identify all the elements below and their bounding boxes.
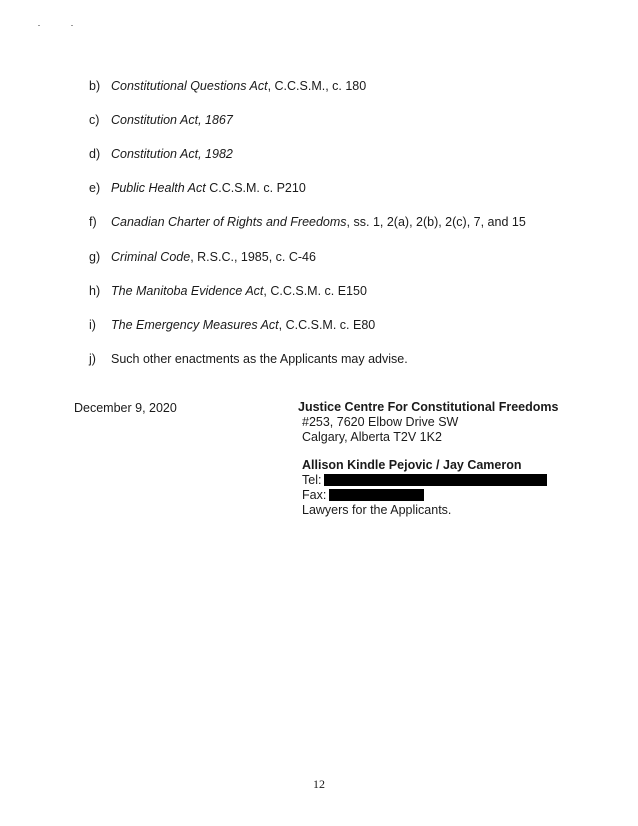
- act-title: The Emergency Measures Act: [111, 318, 279, 332]
- act-citation: , R.S.C., 1985, c. C-46: [190, 250, 316, 264]
- act-citation: , C.C.S.M. c. E150: [263, 284, 367, 298]
- redaction-bar: [329, 489, 424, 501]
- lawyers-block: [302, 458, 547, 518]
- list-letter: g): [89, 250, 101, 264]
- act-title: Canadian Charter of Rights and Freedoms: [111, 215, 347, 229]
- firm-address-line2: Calgary, Alberta T2V 1K2: [302, 430, 442, 444]
- list-letter: c): [89, 113, 100, 127]
- act-citation: , 1982: [198, 147, 233, 161]
- filing-date: December 9, 2020: [74, 401, 177, 415]
- scan-speck: [71, 25, 73, 26]
- list-letter: d): [89, 147, 101, 161]
- fax-line: [302, 488, 547, 503]
- lawyer-names: Allison Kindle Pejovic / Jay Cameron: [302, 458, 522, 472]
- act-title: The Manitoba Evidence Act: [111, 284, 264, 298]
- firm-block: [298, 400, 558, 445]
- firm-address-line1: #253, 7620 Elbow Drive SW: [302, 415, 459, 429]
- act-title: Constitution Act, 1867: [111, 113, 233, 127]
- act-title: Criminal Code: [111, 250, 191, 264]
- tel-label: Tel:: [302, 473, 322, 487]
- list-letter: b): [89, 79, 101, 93]
- act-citation: , C.C.S.M. c. E80: [278, 318, 376, 332]
- firm-name: Justice Centre For Constitutional Freedoms: [298, 400, 559, 414]
- act-citation: C.C.S.M. c. P210: [205, 181, 306, 195]
- list-letter: i): [89, 318, 96, 332]
- redaction-bar: [324, 474, 547, 486]
- list-letter: f): [89, 215, 97, 229]
- list-letter: h): [89, 284, 101, 298]
- act-citation: , C.C.S.M., c. 180: [267, 79, 367, 93]
- act-title: Constitution Act: [111, 147, 199, 161]
- fax-label: Fax:: [302, 488, 327, 502]
- act-title: Public Health Act: [111, 181, 206, 195]
- scan-speck: [38, 25, 40, 26]
- list-letter: j): [89, 352, 96, 366]
- act-title: Constitutional Questions Act: [111, 79, 268, 93]
- list-letter: e): [89, 181, 101, 195]
- act-citation: Such other enactments as the Applicants may advise.: [111, 352, 408, 366]
- tel-line: [302, 473, 547, 488]
- page-number: 12: [313, 777, 325, 791]
- lawyer-role: Lawyers for the Applicants.: [302, 503, 452, 517]
- act-citation: , ss. 1, 2(a), 2(b), 2(c), 7, and 15: [346, 215, 526, 229]
